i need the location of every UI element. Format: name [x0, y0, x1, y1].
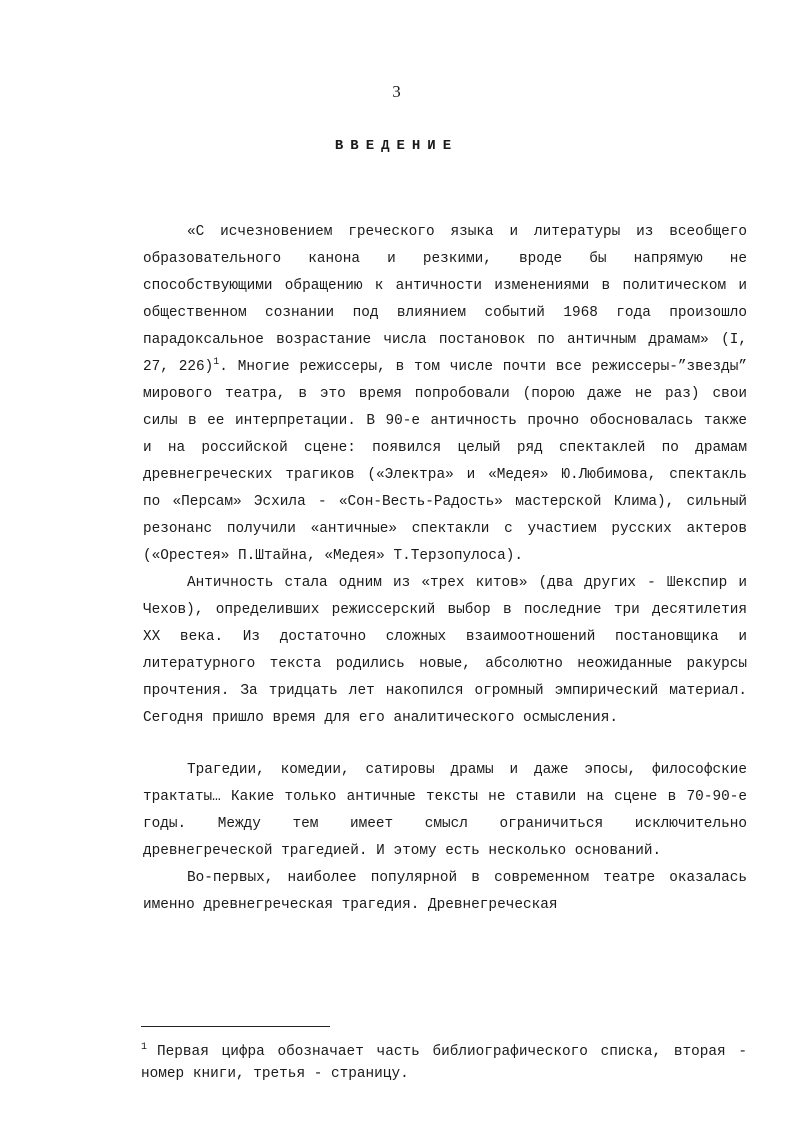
paragraph-1-rest: . Многие режиссеры, в том числе почти все режиссеры-”звезды” мирового театра, в это время попробовали (порою даже не раз) свои силы в ее интерпретации. В 90-е античность прочно обосновалась также и на российской сцене: появился целый ряд спектаклей по драмам древнегреческих трагиков («Электра» и «Медея» Ю.Любимова, спектакль по «Персам» Эсхила - «Сон-Весть-Радость» мастерской Клима), сильный резонанс получили «античные» спектакли с участием русских актеров («Орестея» П.Штайна, «Медея» Т.Терзопулоса).	[143, 359, 747, 564]
footnote	[141, 1041, 747, 1085]
paragraph-2: Античность стала одним из «трех китов» (два других - Шекспир и Чехов), определивших режиссерский выбор в последние три десятилетия XX века. Из достаточно сложных взаимоотношений постановщика и литературного текста родились новые, абсолютно неожиданные ракурсы прочтения. За тридцать лет накопился огромный эмпирический материал. Сегодня пришло время для его аналитического осмысления.	[143, 575, 747, 726]
page-number: 3	[392, 82, 401, 101]
footnote-reference: 1	[213, 357, 220, 368]
paragraph-4: Во-первых, наиболее популярной в современном театре оказалась именно древнегреческая трагедия. Древнегреческая	[143, 870, 747, 913]
main-text	[143, 219, 747, 919]
footnote-mark: 1	[141, 1042, 148, 1053]
paragraph-1-quote: «С исчезновением греческого языка и литературы из всеобщего образовательного канона и резкими, вроде бы напрямую не способствующими обращению к античности изменениями в политическом и общественном сознании под влиянием событий 1968 года произошло парадоксальное возрастание числа постановок по античным драмам» (I, 27, 226)	[143, 224, 747, 375]
paragraph-1	[143, 219, 747, 570]
footnote-divider	[141, 1026, 330, 1027]
section-heading: ВВЕДЕНИЕ	[334, 138, 459, 154]
footnote-text: Первая цифра обозначает часть библиографического списка, вторая - номер книги, третья - страницу.	[141, 1044, 747, 1082]
paragraph-3: Трагедии, комедии, сатировы драмы и даже эпосы, философские трактаты… Какие только античные тексты не ставили на сцене в 70-90-е годы. Между тем имеет смысл ограничиться исключительно древнегреческой трагедией. И этому есть несколько оснований.	[143, 762, 747, 859]
